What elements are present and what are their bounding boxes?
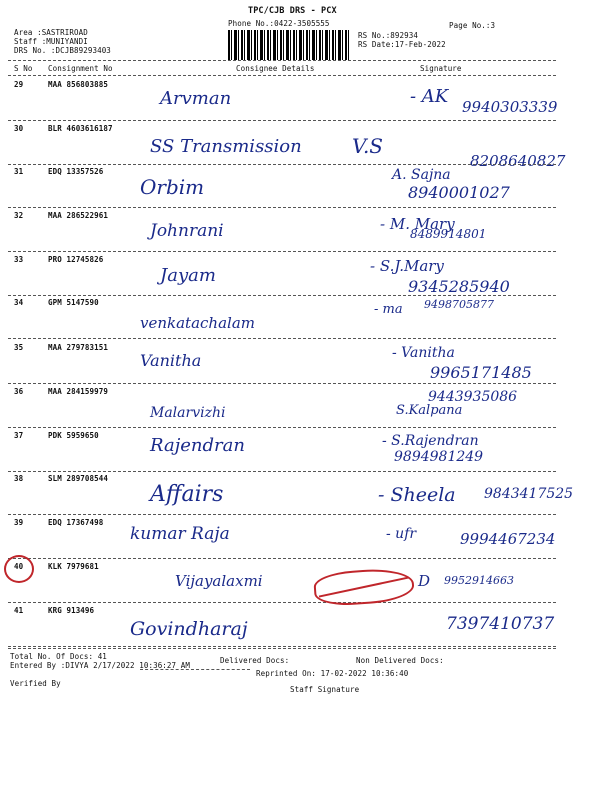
col-header-consignment: Consignment No xyxy=(48,64,113,73)
staff-label: Staff :MUNIYANDI xyxy=(14,37,88,46)
row-consignment-no: KLK 7979681 xyxy=(48,562,99,571)
row-consignment-no: PRO 12745826 xyxy=(48,255,104,264)
red-circle-mark xyxy=(4,555,34,583)
row-phone: 7397410737 xyxy=(446,614,555,634)
row-sno: 37 xyxy=(14,431,24,440)
row-consignee-name: Rajendran xyxy=(150,435,245,456)
col-header-signature: Signature xyxy=(420,64,462,73)
divider xyxy=(140,669,250,670)
row-divider xyxy=(8,164,556,165)
area-label: Area :SASTRIROAD xyxy=(14,28,88,37)
row-consignment-no: EDQ 13357526 xyxy=(48,167,104,176)
row-sno: 40 xyxy=(14,562,24,571)
row-divider xyxy=(8,602,556,603)
row-divider xyxy=(8,646,556,647)
row-phone: 9952914663 xyxy=(444,574,514,587)
row-consignee-name: Jayam xyxy=(160,265,216,286)
doc-title: TPC/CJB DRS - PCX xyxy=(248,6,337,16)
row-sno: 33 xyxy=(14,255,24,264)
row-signature: - M. Mary xyxy=(380,215,455,233)
row-consignee-name: venkatachalam xyxy=(140,314,255,332)
row-phone: 9843417525 xyxy=(484,486,574,502)
row-signature: D xyxy=(418,572,431,590)
phone-number: Phone No.:0422-3505555 xyxy=(228,19,330,28)
row-consignee-name: Govindharaj xyxy=(130,618,248,640)
row-phone: 9498705877 xyxy=(424,298,494,311)
row-sno: 34 xyxy=(14,298,24,307)
total-docs: Total No. Of Docs: 41 xyxy=(10,652,107,661)
row-consignee-name: Malarvizhi xyxy=(150,405,226,421)
row-consignment-no: MAA 856803885 xyxy=(48,80,108,89)
entered-by: Entered By :DIVYA 2/17/2022 10:36:27 AM xyxy=(10,661,190,670)
row-signature: - ma xyxy=(374,302,403,317)
divider xyxy=(8,75,556,76)
row-phone: 9443935086 xyxy=(428,389,518,405)
row-consignment-no: KRG 913496 xyxy=(48,606,95,615)
row-signature: S.Kalpana xyxy=(396,403,463,418)
row-sno: 32 xyxy=(14,211,24,220)
divider xyxy=(8,648,556,649)
row-signature: A. Sajna xyxy=(392,167,451,183)
row-divider xyxy=(8,207,556,208)
verified-by: Verified By xyxy=(10,679,61,688)
row-consignment-no: PDK 5959650 xyxy=(48,431,99,440)
row-signature: - S.J.Mary xyxy=(370,257,444,275)
row-consignee-name: Orbim xyxy=(140,175,205,199)
row-divider xyxy=(8,338,556,339)
row-signature: - AK xyxy=(410,86,449,107)
row-signature: - Sheela xyxy=(378,484,456,506)
row-consignment-no: MAA 279783151 xyxy=(48,343,108,352)
row-phone: 9940303339 xyxy=(462,98,558,116)
row-phone: 8208640827 xyxy=(470,152,566,170)
non-delivered-docs: Non Delivered Docs: xyxy=(356,656,444,665)
row-divider xyxy=(8,514,556,515)
row-sno: 38 xyxy=(14,474,24,483)
row-sno: 29 xyxy=(14,80,24,89)
row-consignee-name: kumar Raja xyxy=(130,524,230,544)
row-sno: 39 xyxy=(14,518,24,527)
col-header-sno: S No xyxy=(14,64,33,73)
row-divider xyxy=(8,251,556,252)
row-sno: 35 xyxy=(14,343,24,352)
row-consignment-no: SLM 289708544 xyxy=(48,474,108,483)
row-sno: 41 xyxy=(14,606,24,615)
row-phone: 9345285940 xyxy=(408,277,510,296)
row-consignment-no: EDQ 17367498 xyxy=(48,518,104,527)
row-signature: - ufr xyxy=(386,526,417,542)
row-divider xyxy=(8,295,556,296)
row-divider xyxy=(8,383,556,384)
rs-date: RS Date:17-Feb-2022 xyxy=(358,40,446,49)
row-divider xyxy=(8,471,556,472)
row-phone: 8489914801 xyxy=(410,227,487,241)
row-sno: 31 xyxy=(14,167,24,176)
row-sno: 30 xyxy=(14,124,24,133)
row-phone: 9994467234 xyxy=(460,530,556,548)
row-consignee-name: Vanitha xyxy=(140,351,202,370)
delivered-docs: Delivered Docs: xyxy=(220,656,290,665)
barcode xyxy=(228,30,350,60)
row-consignee-name: Affairs xyxy=(150,482,224,507)
row-consignee-name: Arvman xyxy=(160,88,232,109)
row-signature: V.S xyxy=(352,134,384,158)
row-divider xyxy=(8,120,556,121)
staff-signature: Staff Signature xyxy=(290,685,360,694)
row-sno: 36 xyxy=(14,387,24,396)
row-consignment-no: MAA 286522961 xyxy=(48,211,108,220)
col-header-consignee: Consignee Details xyxy=(236,64,315,73)
reprinted-on: Reprinted On: 17-02-2022 10:36:40 xyxy=(256,669,409,678)
row-phone: 9894981249 xyxy=(394,449,484,465)
rs-number: RS No.:892934 xyxy=(358,31,418,40)
row-phone: 9965171485 xyxy=(430,363,532,382)
row-consignment-no: MAA 284159979 xyxy=(48,387,108,396)
divider xyxy=(8,60,556,61)
page-number: Page No.:3 xyxy=(449,21,496,30)
row-consignee-name: Vijayalaxmi xyxy=(175,572,263,590)
row-consignment-no: GPM 5147590 xyxy=(48,298,99,307)
row-consignee-name: Johnrani xyxy=(150,221,224,241)
row-divider xyxy=(8,558,556,559)
drs-number: DRS No. :DCJB89293403 xyxy=(14,46,111,55)
row-divider xyxy=(8,427,556,428)
row-consignee-name: SS Transmission xyxy=(150,136,302,157)
row-signature: - Vanitha xyxy=(392,345,455,361)
row-consignment-no: BLR 4603616187 xyxy=(48,124,113,133)
row-phone: 8940001027 xyxy=(408,183,510,202)
row-signature: - S.Rajendran xyxy=(382,433,479,449)
